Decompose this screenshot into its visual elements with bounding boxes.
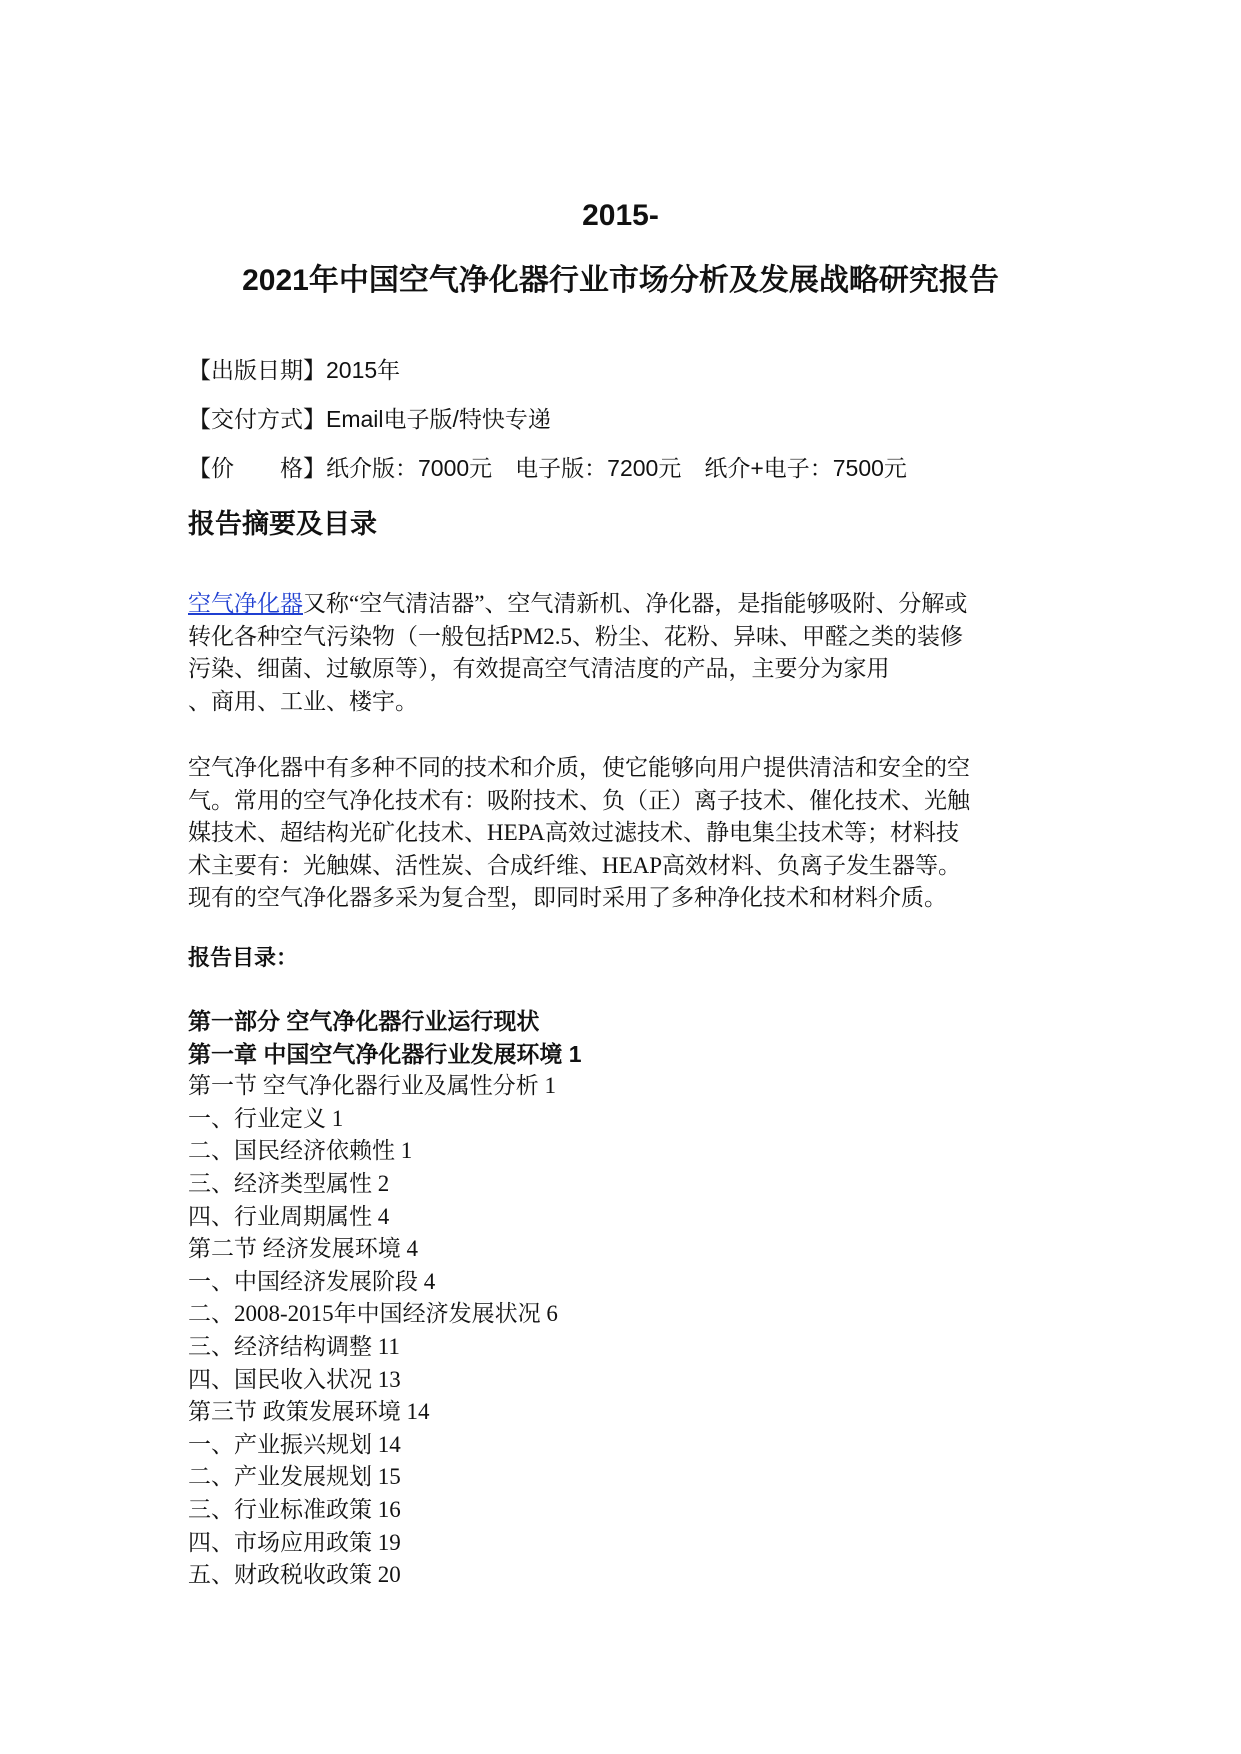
toc-item: 三、经济类型属性 2 bbox=[188, 1170, 390, 1196]
toc-item: 五、财政税收政策 20 bbox=[188, 1562, 401, 1588]
toc-item: 第一节 空气净化器行业及属性分析 1 bbox=[188, 1073, 556, 1099]
report-title-line1: 2015- bbox=[582, 199, 659, 232]
publish-date: 【出版日期】2015年 bbox=[188, 357, 401, 383]
toc-item: 四、市场应用政策 19 bbox=[188, 1529, 401, 1555]
toc-item: 一、中国经济发展阶段 4 bbox=[188, 1268, 436, 1294]
toc-item: 一、产业振兴规划 14 bbox=[188, 1431, 401, 1457]
summary-heading: 报告摘要及目录 bbox=[188, 509, 377, 539]
intro-paragraph bbox=[188, 588, 1068, 718]
tech-line-3: 媒技术、超结构光矿化技术、HEPA高效过滤技术、静电集尘技术等；材料技 bbox=[188, 820, 959, 845]
toc-item: 二、国民经济依赖性 1 bbox=[188, 1138, 413, 1164]
tech-line-2: 气。常用的空气净化技术有：吸附技术、负（正）离子技术、催化技术、光触 bbox=[188, 787, 970, 813]
report-title-line2: 2021年中国空气净化器行业市场分析及发展战略研究报告 bbox=[242, 264, 999, 297]
technology-paragraph bbox=[188, 752, 1068, 915]
delivery-method: 【交付方式】Email电子版/特快专递 bbox=[188, 406, 551, 432]
toc-item: 第三节 政策发展环境 14 bbox=[188, 1399, 430, 1425]
table-of-contents bbox=[188, 1005, 582, 1592]
toc-item: 第二节 经济发展环境 4 bbox=[188, 1236, 418, 1262]
tech-line-5: 现有的空气净化器多采为复合型，即同时采用了多种净化技术和材料介质。 bbox=[188, 885, 947, 910]
tech-line-4: 术主要有：光触媒、活性炭、合成纤维、HEAP高效材料、负离子发生器等。 bbox=[188, 852, 962, 878]
toc-heading: 报告目录： bbox=[188, 945, 299, 970]
intro-line-1 bbox=[188, 588, 1068, 621]
toc-item: 二、2008-2015年中国经济发展状况 6 bbox=[188, 1301, 558, 1327]
toc-item: 一、行业定义 1 bbox=[188, 1105, 344, 1131]
toc-item: 三、经济结构调整 11 bbox=[188, 1333, 400, 1359]
toc-item: 二、产业发展规划 15 bbox=[188, 1464, 401, 1490]
intro-line-1-text: 又称“空气清洁器”、空气清新机、净化器，是指能够吸附、分解或 bbox=[303, 591, 968, 616]
toc-item: 三、行业标准政策 16 bbox=[188, 1496, 401, 1522]
intro-line-4: 、商用、工业、楼宇。 bbox=[188, 688, 418, 714]
tech-line-1: 空气净化器中有多种不同的技术和介质，使它能够向用户提供清洁和安全的空 bbox=[188, 755, 970, 780]
toc-item: 四、行业周期属性 4 bbox=[188, 1203, 390, 1229]
intro-line-3: 污染、细菌、过敏原等），有效提高空气清洁度的产品，主要分为家用 bbox=[188, 656, 890, 681]
air-purifier-link[interactable]: 空气净化器 bbox=[188, 591, 303, 616]
toc-item: 四、国民收入状况 13 bbox=[188, 1366, 401, 1392]
toc-item: 第一部分 空气净化器行业运行现状 bbox=[188, 1008, 540, 1034]
price-info: 【价 格】纸介版：7000元 电子版：7200元 纸介+电子：7500元 bbox=[188, 455, 907, 481]
intro-line-2: 转化各种空气污染物（一般包括PM2.5、粉尘、花粉、异味、甲醛之类的装修 bbox=[188, 623, 963, 649]
toc-item: 第一章 中国空气净化器行业发展环境 1 bbox=[188, 1040, 582, 1067]
